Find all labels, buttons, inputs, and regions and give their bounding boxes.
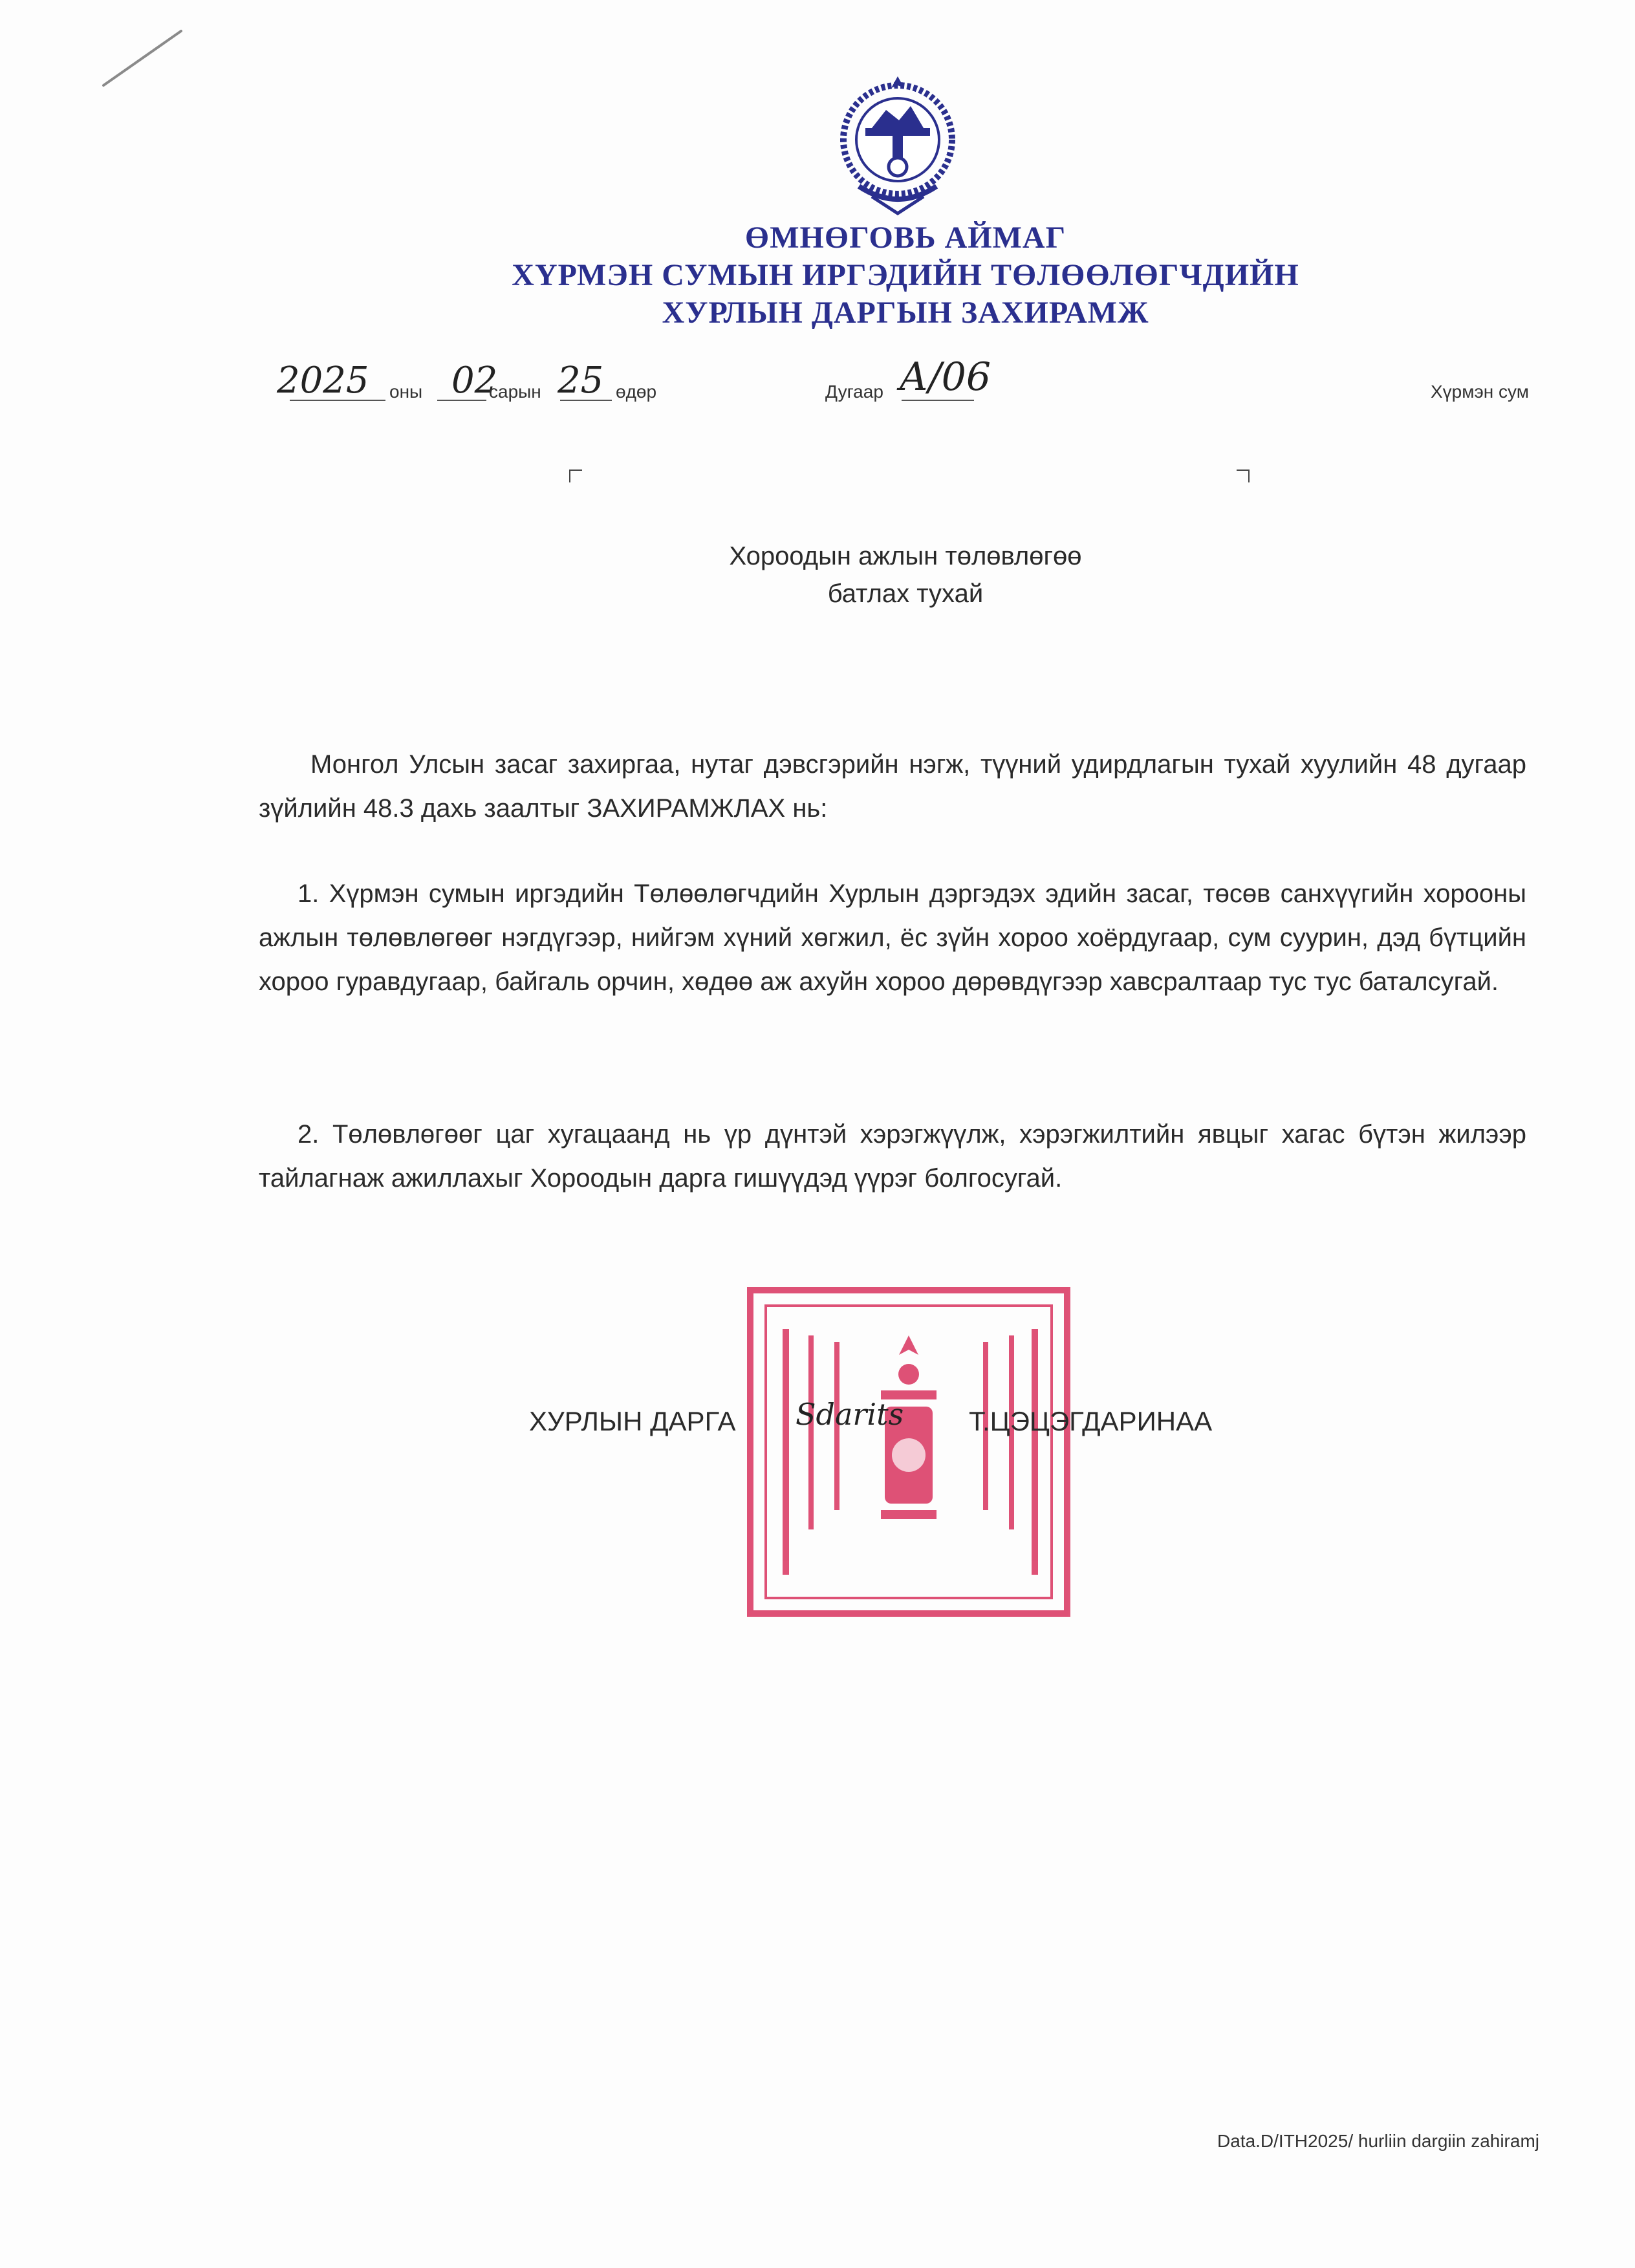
- signatory-role: ХУРЛЫН ДАРГА: [529, 1406, 736, 1436]
- date-month: 02: [451, 360, 498, 402]
- month-underline: [437, 400, 486, 401]
- place-label: Хүрмэн сум: [1431, 382, 1529, 402]
- number-underline: [902, 400, 974, 401]
- preamble-end: нь:: [785, 794, 828, 823]
- subject-line-1: Хороодын ажлын төлөвлөгөө: [729, 542, 1082, 570]
- official-stamp: [737, 1277, 1080, 1626]
- footer-file-reference: Data.D/ITH2025/ hurliin dargiin zahiramj: [1217, 2131, 1539, 2151]
- handwritten-signature: Sdarits: [796, 1397, 904, 1432]
- header-aimag: ӨМНӨГОВЬ АЙМАГ: [744, 221, 1067, 255]
- decree-number: А/06: [899, 354, 991, 400]
- month-label: сарын: [489, 382, 541, 402]
- year-underline: [290, 400, 385, 401]
- header-decree-title: ХУРЛЫН ДАРГЫН ЗАХИРАМЖ: [662, 296, 1149, 330]
- subject-corner-left: [569, 470, 582, 482]
- date-year: 2025: [277, 360, 369, 402]
- decree-item-1: 1. Хүрмэн сумын иргэдийн Төлөөлөгчдийн Хурлын дэргэдэх эдийн засаг, төсөв санхүүгийн хорооны ажлын төлөвлөгөөг нэгдүгээр, нийгэм хүний хөгжил, ёс зүйн хороо хоёрдугаар, сум суурин, дэд бүтцийн хороо гуравдугаар, байгаль орчин, хөдөө аж ахуйн хороо дөрөвдүгээр хавсралтаар тус тус баталсугай.: [259, 880, 1526, 996]
- preamble-paragraph: [259, 742, 1526, 830]
- subject-corner-right: [1237, 470, 1250, 482]
- subject-line-2: батлах тухай: [827, 579, 984, 608]
- year-label: оны: [389, 382, 423, 402]
- day-label: өдөр: [616, 382, 657, 402]
- staple-mark: [97, 26, 194, 91]
- number-label: Дугаар: [825, 382, 883, 402]
- date-day: 25: [558, 360, 604, 402]
- header-council: ХҮРМЭН СУМЫН ИРГЭДИЙН ТӨЛӨӨЛӨГЧДИЙН: [512, 258, 1299, 292]
- state-emblem-icon: [839, 70, 956, 219]
- signatory-name: Т.ЦЭЦЭГДАРИНАА: [969, 1406, 1213, 1436]
- preamble-text: Монгол Улсын засаг захиргаа, нутаг дэвсгэрийн нэгж, түүний удирдлагын тухай хуулийн 48 дугаар зүйлийн 48.3 дахь заалтыг: [259, 750, 1526, 823]
- preamble-emphasis: ЗАХИРАМЖЛАХ: [587, 794, 786, 823]
- decree-item-2: 2. Төлөвлөгөөг цаг хугацаанд нь үр дүнтэй хэрэгжүүлж, хэрэгжилтийн явцыг хагас бүтэн жилээр тайлагнаж ажиллахыг Хороодын дарга гишүүдэд үүрэг болгосугай.: [259, 1120, 1526, 1193]
- day-underline: [560, 400, 612, 401]
